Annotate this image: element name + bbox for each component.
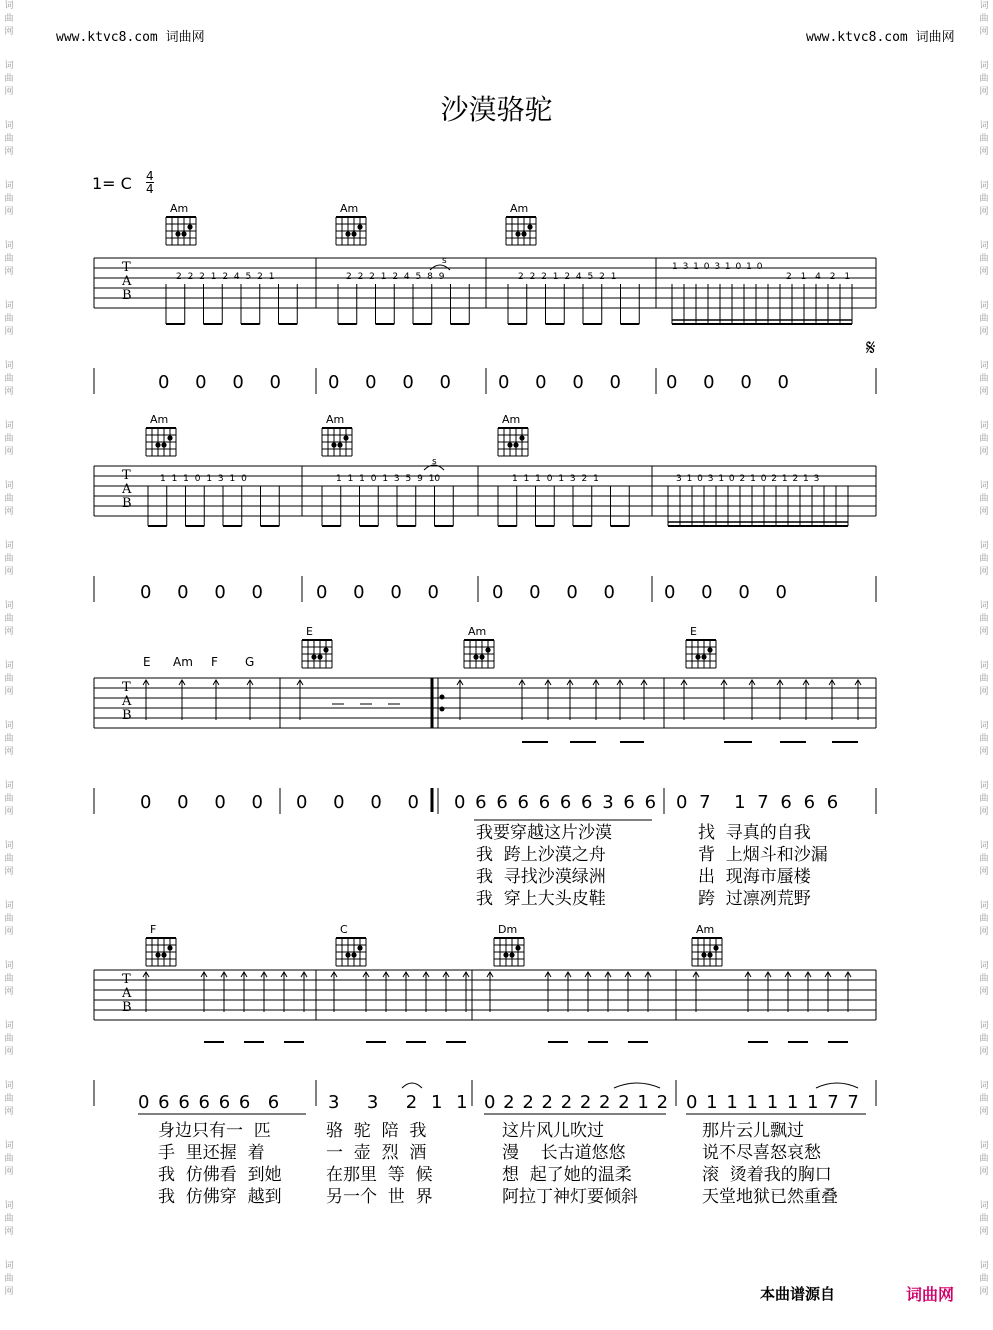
lyric-line: 我要穿越这片沙漠 <box>476 823 612 843</box>
side-watermark-text: 词曲网 <box>4 1261 14 1297</box>
lyric-line: 想 起了她的温柔 <box>502 1165 632 1185</box>
chord-name-label: Am <box>173 655 193 669</box>
chord-name-label: Dm <box>498 923 518 936</box>
tab-clef-letter: A <box>122 694 132 709</box>
lyric-line: 这片风儿吹过 <box>502 1121 604 1141</box>
side-watermark-text: 词曲网 <box>4 541 14 577</box>
header-right-site: www.ktvc8.com 词曲网 <box>806 30 955 45</box>
tab-clef-letter: B <box>122 708 132 723</box>
chord-name-label: F <box>150 923 157 936</box>
side-watermark-text: 词曲网 <box>979 1 989 37</box>
side-watermark-text: 词曲网 <box>4 181 14 217</box>
lyric-line: 身边只有一 匹 <box>158 1121 271 1141</box>
side-watermark-text: 词曲网 <box>979 61 989 97</box>
chord-name-label: Am <box>696 923 715 936</box>
side-watermark-text: 词曲网 <box>4 301 14 337</box>
chord-name-label: Am <box>326 413 345 426</box>
lyric-line: 手 里还握 着 <box>158 1143 265 1163</box>
notation-r1-m2: 0 0 0 0 <box>328 372 451 393</box>
chord-name-label: E <box>306 625 313 638</box>
notation-r3-m1: 0 0 0 0 <box>140 792 263 813</box>
slide-mark-1: s <box>442 256 447 266</box>
chord-name-label: Am <box>150 413 169 426</box>
notation-r2-m1: 0 0 0 0 <box>140 582 263 603</box>
tab-clef-letter: T <box>122 468 131 483</box>
side-watermark-text: 词曲网 <box>979 1141 989 1177</box>
repeat-dot <box>440 695 444 699</box>
side-watermark-text: 词曲网 <box>4 1201 14 1237</box>
side-watermark-text: 词曲网 <box>4 1 14 37</box>
chord-diagram <box>322 428 352 456</box>
header-left-site: www.ktvc8.com 词曲网 <box>56 30 205 45</box>
chord-name-label: Am <box>340 202 359 215</box>
side-watermark-text: 词曲网 <box>979 1021 989 1057</box>
notation-r4-m4: 0 1 1 1 1 1 1 7 7 <box>686 1092 859 1113</box>
lyric-line: 找 寻真的自我 <box>698 823 811 843</box>
side-watermark-text: 词曲网 <box>4 841 14 877</box>
tab-numbers-r1m2: 2 2 2 1 2 4 5 8 9 <box>346 272 445 282</box>
lyric-line: 一 壶 烈 酒 <box>326 1143 427 1163</box>
side-watermark-text: 词曲网 <box>979 1081 989 1117</box>
chord-diagram <box>166 217 196 245</box>
chord-name-label: Am <box>510 202 529 215</box>
tab-clef-letter: T <box>122 972 131 987</box>
notation-r1-m4: 0 0 0 0 <box>666 372 789 393</box>
notation-r4-m1: 0 6 6 6 6 6 6 <box>138 1092 280 1113</box>
side-watermark-text: 词曲网 <box>4 601 14 637</box>
side-watermark-text: 词曲网 <box>979 541 989 577</box>
side-watermark-text: 词曲网 <box>4 61 14 97</box>
notation-r1-m1: 0 0 0 0 <box>158 372 281 393</box>
tab-clef-letter: B <box>122 288 132 303</box>
side-watermark-text: 词曲网 <box>979 601 989 637</box>
tab-clef-letter: B <box>122 496 132 511</box>
side-watermark-text: 词曲网 <box>4 121 14 157</box>
chord-name-label: E <box>690 625 697 638</box>
chord-name-label: Am <box>468 625 487 638</box>
lyric-line: 在那里 等 候 <box>326 1165 433 1185</box>
side-watermark-text: 词曲网 <box>979 421 989 457</box>
chord-name-label: C <box>340 923 348 936</box>
chord-diagram <box>686 640 716 668</box>
lyric-line: 我 寻找沙漠绿洲 <box>476 867 606 887</box>
slide-mark-2: s <box>432 457 437 467</box>
lyric-line: 我 穿上大头皮鞋 <box>476 889 606 909</box>
side-watermark-text: 词曲网 <box>979 961 989 997</box>
lyric-line: 另一个 世 界 <box>326 1187 433 1207</box>
side-watermark-text: 词曲网 <box>4 1141 14 1177</box>
chord-diagram <box>146 428 176 456</box>
notation-r4-m3: 0 2 2 2 2 2 2 2 1 2 <box>484 1092 669 1113</box>
lyric-line: 我 仿佛看 到她 <box>158 1165 282 1185</box>
notation-r1-m3: 0 0 0 0 <box>498 372 621 393</box>
side-watermark-text: 词曲网 <box>979 901 989 937</box>
tab-numbers-r2m4: 3 1 0 3 1 0 2 1 0 2 1 2 1 3 <box>676 474 820 484</box>
chord-diagram <box>302 640 332 668</box>
notation-r3-m2: 0 0 0 0 <box>296 792 419 813</box>
notation-r2-m4: 0 0 0 0 <box>664 582 787 603</box>
lyric-line: 阿拉丁神灯要倾斜 <box>502 1187 638 1207</box>
lyric-line: 那片云儿飘过 <box>702 1121 804 1141</box>
side-watermark-text: 词曲网 <box>979 1261 989 1297</box>
chord-name-label: Am <box>502 413 521 426</box>
lyric-line: 漫 长古道悠悠 <box>502 1143 626 1163</box>
side-watermark-text: 词曲网 <box>4 661 14 697</box>
side-watermark-text: 词曲网 <box>4 1021 14 1057</box>
side-watermark-text: 词曲网 <box>979 481 989 517</box>
chord-diagram <box>336 217 366 245</box>
notation-r2-m3: 0 0 0 0 <box>492 582 615 603</box>
time-sig-top: 4 <box>146 169 154 183</box>
tab-numbers-r1m3: 2 2 2 1 2 4 5 2 1 <box>518 272 617 282</box>
side-watermark-text: 词曲网 <box>4 361 14 397</box>
side-watermark-text: 词曲网 <box>979 181 989 217</box>
chord-name-label: F <box>211 655 218 669</box>
notation-r3-m3: 0 6 6 6 6 6 6 3 6 6 <box>454 792 657 813</box>
tab-numbers-r2m3: 1 1 1 0 1 3 2 1 <box>512 474 599 484</box>
side-watermark-text: 词曲网 <box>4 961 14 997</box>
footer-source-label: 本曲谱源自 <box>760 1285 836 1303</box>
lyric-line: 天堂地狱已然重叠 <box>702 1187 838 1207</box>
lyric-line: 骆 驼 陪 我 <box>326 1121 427 1141</box>
tab-numbers-r2m1: 1 1 1 0 1 3 1 0 <box>160 474 247 484</box>
notation-r2-m2: 0 0 0 0 <box>316 582 439 603</box>
chord-diagram <box>336 938 366 966</box>
lyric-line: 滚 烫着我的胸口 <box>702 1165 832 1185</box>
side-watermark-text: 词曲网 <box>979 121 989 157</box>
side-watermark-text: 词曲网 <box>4 901 14 937</box>
chord-diagram <box>494 938 524 966</box>
tab-clef-letter: T <box>122 680 131 695</box>
side-watermark-text: 词曲网 <box>979 301 989 337</box>
chord-diagram <box>464 640 494 668</box>
chord-diagram <box>692 938 722 966</box>
song-title: 沙漠骆驼 <box>440 93 553 126</box>
tie-arc <box>816 1083 858 1088</box>
side-watermark-text: 词曲网 <box>4 421 14 457</box>
chord-diagram <box>146 938 176 966</box>
side-watermark-text: 词曲网 <box>979 361 989 397</box>
chord-name-label: E <box>143 655 151 669</box>
notation-r3-m4: 0 7 1 7 6 6 6 <box>676 792 839 813</box>
tab-clef-letter: A <box>122 482 132 497</box>
tab-numbers-r1m4a: 1 3 1 0 3 1 0 1 0 <box>672 262 763 272</box>
tab-numbers-r1m4b: 2 1 4 2 1 <box>786 272 851 282</box>
tie-arc <box>614 1083 660 1088</box>
segno-sign: 𝄋 <box>866 336 876 361</box>
notation-r4-m2: 3 3 2 1 1 <box>328 1092 468 1113</box>
side-watermark-text: 词曲网 <box>4 1081 14 1117</box>
tab-clef-letter: T <box>122 260 131 275</box>
tab-clef-letter: A <box>122 274 132 289</box>
side-watermark-text: 词曲网 <box>979 841 989 877</box>
tab-clef-letter: A <box>122 986 132 1001</box>
chord-name-label: Am <box>170 202 189 215</box>
side-watermark-text: 词曲网 <box>979 241 989 277</box>
lyric-line: 跨 过凛冽荒野 <box>698 889 811 909</box>
side-watermark-text: 词曲网 <box>979 721 989 757</box>
side-watermark-text: 词曲网 <box>979 661 989 697</box>
tab-numbers-r2m2: 1 1 1 0 1 3 5 9 10 <box>336 474 441 484</box>
lyric-line: 我 跨上沙漠之舟 <box>476 845 606 865</box>
side-watermark-text: 词曲网 <box>4 481 14 517</box>
lyric-line: 背 上烟斗和沙漏 <box>698 845 828 865</box>
lyric-line: 我 仿佛穿 越到 <box>158 1187 282 1207</box>
side-watermark-text: 词曲网 <box>979 781 989 817</box>
lyric-line: 出 现海市蜃楼 <box>698 867 811 887</box>
chord-diagram <box>506 217 536 245</box>
chord-diagram <box>498 428 528 456</box>
side-watermark-text: 词曲网 <box>979 1201 989 1237</box>
footer-logo: 词曲网 <box>906 1285 955 1304</box>
tab-clef-letter: B <box>122 1000 132 1015</box>
tie-arc <box>402 1083 422 1088</box>
time-sig-bottom: 4 <box>146 182 154 196</box>
repeat-dot <box>440 707 444 711</box>
side-watermark-text: 词曲网 <box>4 721 14 757</box>
tab-numbers-r1m1: 2 2 2 1 2 4 5 2 1 <box>176 272 275 282</box>
side-watermark-text: 词曲网 <box>4 781 14 817</box>
side-watermark-text: 词曲网 <box>4 241 14 277</box>
lyric-line: 说不尽喜怒哀愁 <box>702 1143 821 1163</box>
chord-name-label: G <box>245 655 255 669</box>
key-signature: 1= C <box>92 174 132 193</box>
